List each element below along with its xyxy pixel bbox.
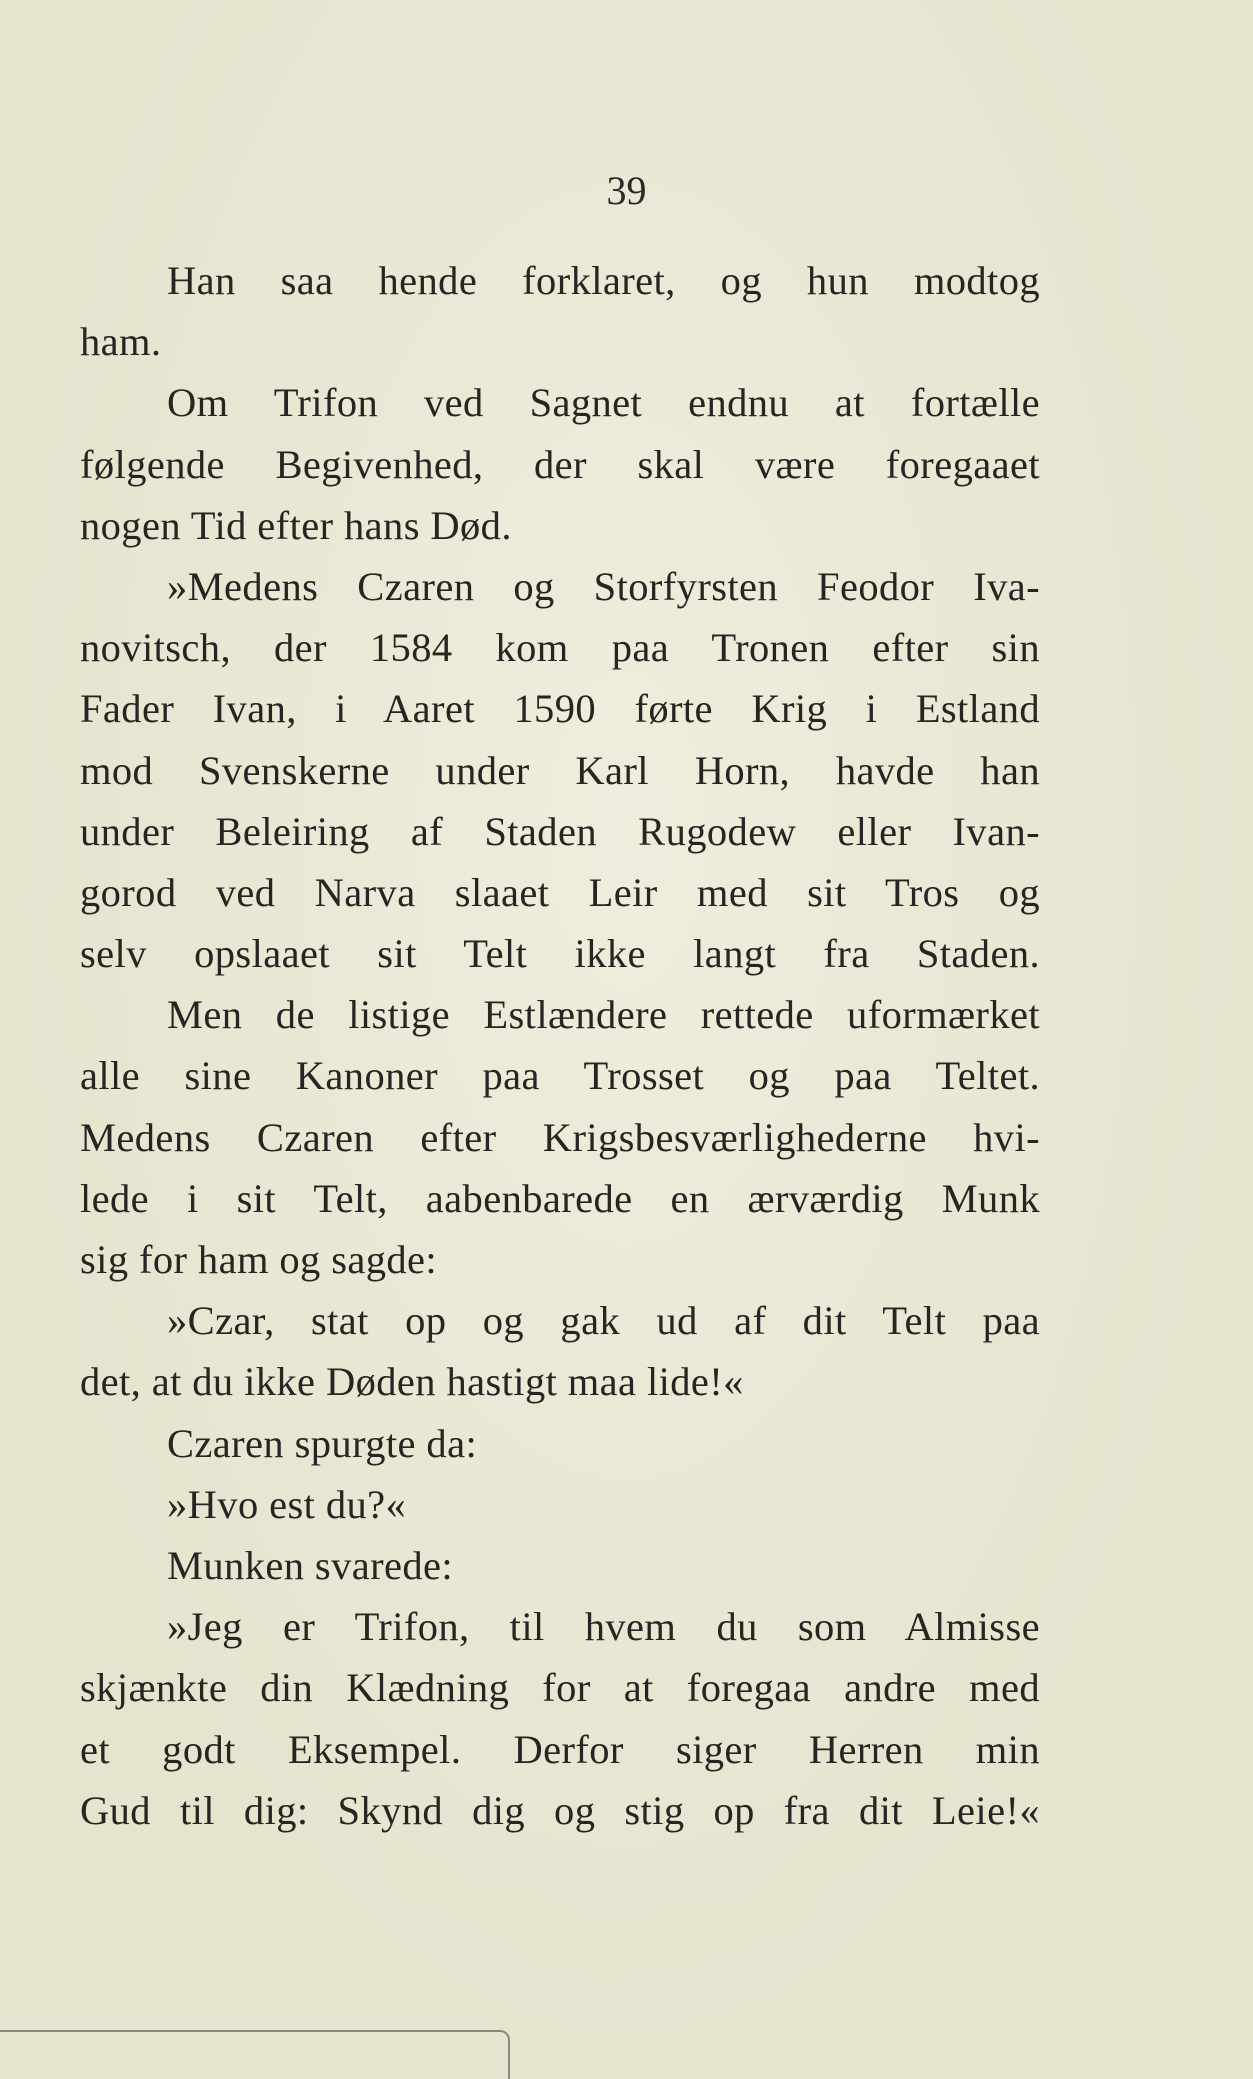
text-line: Han saa hende forklaret, og hun modtog [167,258,1040,303]
text-line: lede i sit Telt, aabenbarede en ærværdig Munk [80,1175,1040,1221]
text-line: ham. [80,319,162,365]
text-line: »Medens Czaren og Storfyrsten Feodor Iva- [167,563,1040,609]
footer-rule [0,2030,500,2032]
footer-bracket [496,2030,510,2079]
text-line: det, at du ikke Døden hastigt maa lide!« [80,1359,744,1405]
text-line: mod Svenskerne under Karl Horn, havde han [80,747,1040,793]
text-line: »Jeg er Trifon, til hvem du som Almisse [167,1604,1040,1650]
text-line: novitsch, der 1584 kom paa Tronen efter sin [80,625,1040,671]
text-line: »Hvo est du?« [167,1481,407,1527]
text-line: et godt Eksempel. Derfor siger Herren min [80,1726,1040,1772]
text-line: Gud til dig: Skynd dig og stig op fra dit Leie!« [80,1787,1040,1833]
text-line: følgende Begivenhed, der skal være foregaaet [80,441,1040,487]
text-line: Czaren spurgte da: [167,1420,478,1466]
text-line: gorod ved Narva slaaet Leir med sit Tros og [80,869,1040,915]
body-text [80,250,1040,1841]
text-line: alle sine Kanoner paa Trosset og paa Teltet. [80,1053,1040,1099]
text-line: selv opslaaet sit Telt ikke langt fra Staden. [80,931,1040,977]
text-line: Om Trifon ved Sagnet endnu at fortælle [167,380,1040,426]
page-number: 39 [606,168,647,213]
text-line: under Beleiring af Staden Rugodew eller Ivan- [80,808,1040,854]
text-line: sig for ham og sagde: [80,1237,438,1282]
text-line: Fader Ivan, i Aaret 1590 førte Krig i Estland [80,686,1040,732]
text-line: Men de listige Estlændere rettede uformærket [167,992,1040,1038]
text-line: skjænkte din Klædning for at foregaa andre med [80,1665,1040,1711]
text-line: Medens Czaren efter Krigsbesværlighederne hvi- [80,1114,1040,1160]
text-line: nogen Tid efter hans Død. [80,502,512,548]
text-line: Munken svarede: [167,1542,454,1588]
text-line: »Czar, stat op og gak ud af dit Telt paa [167,1298,1040,1344]
